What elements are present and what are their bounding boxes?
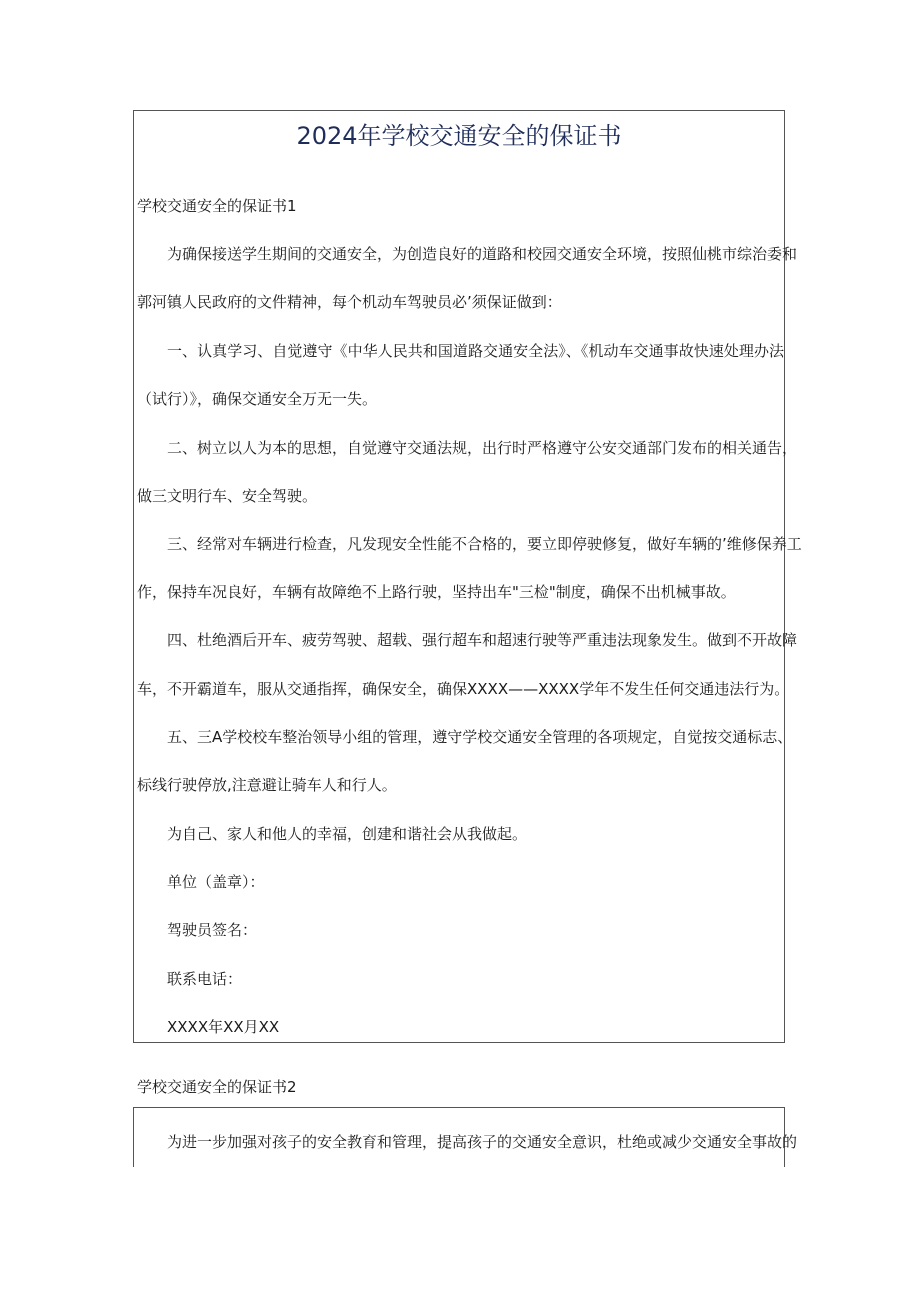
paragraph-line: （试行）》，确保交通安全万无一失。 bbox=[137, 390, 378, 408]
paragraph-line: 为确保接送学生期间的交通安全，为创造良好的道路和校园交通安全环境，按照仙桃市综治委和 bbox=[167, 245, 798, 263]
paragraph-line: 四、杜绝酒后开车、疲劳驾驶、超载、强行超车和超速行驶等严重违法现象发生。做到不开故障 bbox=[167, 631, 798, 649]
contact-phone-label: 联系电话： bbox=[167, 970, 243, 988]
unit-seal-label: 单位（盖章）： bbox=[167, 873, 265, 891]
paragraph-line: 标线行驶停放,注意避让骑车人和行人。 bbox=[137, 776, 397, 794]
paragraph-line: 郭河镇人民政府的文件精神，每个机动车驾驶员必’须保证做到： bbox=[137, 293, 562, 311]
paragraph-line: 二、树立以人为本的思想，自觉遵守交通法规，出行时严格遵守公安交通部门发布的相关通告， bbox=[167, 439, 798, 457]
paragraph-line: 一、认真学习、自觉遵守《中华人民共和国道路交通安全法》、《机动车交通事故快速处理办法 bbox=[167, 342, 784, 360]
paragraph-line: 车，不开霸道车，服从交通指挥，确保安全，确保XXXX——XXXX学年不发生任何交通违法行为。 bbox=[137, 680, 790, 698]
section-2-heading: 学校交通安全的保证书2 bbox=[137, 1078, 297, 1096]
paragraph-line: 作，保持车况良好，车辆有故障绝不上路行驶，坚持出车"三检"制度，确保不出机械事故。 bbox=[137, 583, 736, 601]
paragraph-line: 为自己、家人和他人的幸福，创建和谐社会从我做起。 bbox=[167, 825, 528, 843]
paragraph-line: 三、经常对车辆进行检查，凡发现安全性能不合格的，要立即停驶修复，做好车辆的’维修保养工 bbox=[167, 535, 802, 553]
section-1-heading: 学校交通安全的保证书1 bbox=[137, 197, 297, 215]
paragraph-line: 五、三A学校校车整治领导小组的管理，遵守学校交通安全管理的各项规定，自觉按交通标志、 bbox=[167, 728, 793, 746]
date-line: XXXX年XX月XX bbox=[167, 1018, 280, 1036]
paragraph-line: 做三文明行车、安全驾驶。 bbox=[137, 487, 318, 505]
paragraph-line: 为进一步加强对孩子的安全教育和管理，提高孩子的交通安全意识，杜绝或减少交通安全事故的 bbox=[167, 1133, 798, 1151]
document-title: 2024年学校交通安全的保证书 bbox=[296, 122, 622, 150]
driver-signature-label: 驾驶员签名： bbox=[167, 921, 258, 939]
